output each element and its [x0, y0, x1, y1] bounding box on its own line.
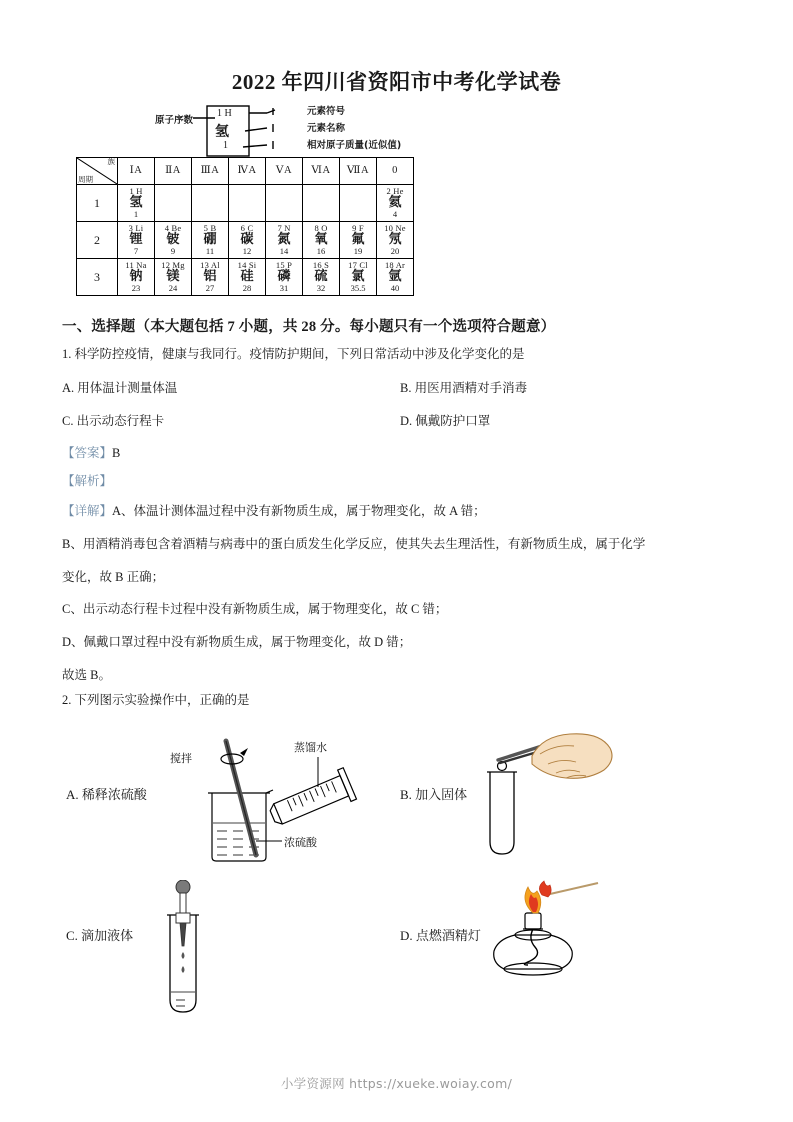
legend-relative-mass-label: 相对原子质量(近似值)	[307, 140, 402, 151]
group-header: 0	[377, 158, 414, 185]
element-cell-o	[303, 222, 340, 259]
element-symbol: 10 Ne	[384, 223, 406, 234]
element-cell-s	[303, 259, 340, 296]
liquid-drop-icon	[182, 966, 185, 973]
element-cell-empty	[155, 185, 192, 222]
element-cell-p	[266, 259, 303, 296]
question-1-detail-line-3: 变化，故 B 正确；	[62, 570, 165, 584]
element-mass: 23	[131, 282, 141, 293]
group-header: ⅤA	[266, 158, 303, 185]
corner-group-label: 族	[107, 157, 115, 166]
element-mass: 16	[316, 245, 326, 256]
question-1-option-b[interactable]: B. 用医用酒精对手消毒	[400, 381, 528, 395]
period-number: 1	[77, 185, 118, 222]
element-mass: 19	[353, 245, 363, 256]
figure-dilute-sulfuric-acid	[170, 735, 370, 865]
element-name: 氮	[277, 232, 291, 248]
element-mass: 20	[390, 245, 400, 256]
element-name: 锂	[129, 232, 143, 248]
question-1-option-d[interactable]: D. 佩戴防护口罩	[400, 414, 491, 428]
element-cell-empty	[266, 185, 303, 222]
element-symbol: 12 Mg	[161, 260, 185, 271]
corner-period-label: 周期	[78, 175, 93, 185]
element-name: 氯	[351, 269, 365, 285]
element-box-legend	[155, 104, 455, 160]
element-cell-si	[229, 259, 266, 296]
question-2-option-c-label[interactable]: C. 滴加液体	[66, 928, 134, 943]
periodic-table-body	[77, 158, 414, 296]
stirring-rod-icon	[226, 741, 256, 855]
element-mass: 32	[316, 282, 326, 293]
element-name: 碳	[240, 232, 254, 248]
element-name: 铍	[166, 232, 180, 248]
question-2-option-d-label[interactable]: D. 点燃酒精灯	[400, 928, 481, 943]
element-cell-cl	[340, 259, 377, 296]
table-row	[77, 259, 414, 296]
element-cell-na	[118, 259, 155, 296]
element-cell-empty	[303, 185, 340, 222]
question-1-detail-line-2: B、用酒精消毒包含着酒精与病毒中的蛋白质发生化学反应，使其失去生理活性，有新物质生成，属于化学	[62, 537, 646, 551]
element-mass: 14	[279, 245, 289, 256]
element-cell-he	[377, 185, 414, 222]
footer-watermark: 小学资源网 https://xueke.woiay.com/	[280, 1076, 513, 1091]
period-number: 3	[77, 259, 118, 296]
alcohol-lamp-icon	[494, 913, 573, 975]
element-name: 氟	[351, 232, 365, 248]
element-cell-empty	[192, 185, 229, 222]
element-cell-b	[192, 222, 229, 259]
element-mass: 27	[205, 282, 215, 293]
element-cell-f	[340, 222, 377, 259]
question-1-detail-line-4: C、出示动态行程卡过程中没有新物质生成，属于物理变化，故 C 错；	[62, 602, 448, 616]
question-2-stem: 2. 下列图示实验操作中，正确的是	[62, 693, 250, 707]
element-symbol: 2 He	[386, 186, 404, 197]
question-1-stem: 1. 科学防控疫情，健康与我同行。疫情防护期间，下列日常活动中涉及化学变化的是	[62, 347, 525, 361]
element-name: 磷	[277, 269, 291, 285]
element-symbol: 7 N	[277, 223, 291, 234]
figure-a-concentrated-acid-label: 浓硫酸	[284, 836, 317, 849]
table-row	[77, 185, 414, 222]
element-cell-mg	[155, 259, 192, 296]
element-name: 硼	[203, 232, 217, 248]
periodic-table-header-row	[77, 158, 414, 185]
element-name: 氖	[388, 232, 402, 248]
match-icon	[539, 881, 598, 897]
question-1-answer-line	[62, 445, 120, 461]
element-name: 铝	[203, 269, 217, 285]
element-cell-empty	[340, 185, 377, 222]
answer-label: 【答案】	[62, 446, 113, 460]
element-cell-ar	[377, 259, 414, 296]
legend-element-name-label: 元素名称	[307, 123, 346, 134]
element-cell-li	[118, 222, 155, 259]
element-name: 氦	[388, 195, 402, 211]
element-symbol: 3 Li	[128, 223, 144, 234]
element-cell-ne	[377, 222, 414, 259]
detail-text: A、体温计测体温过程中没有新物质生成，属于物理变化，故 A 错；	[112, 504, 486, 518]
element-symbol: 11 Na	[125, 260, 147, 271]
element-cell-empty	[229, 185, 266, 222]
question-1-option-c[interactable]: C. 出示动态行程卡	[62, 414, 165, 428]
question-1-detail-line-6: 故选 B。	[62, 668, 111, 682]
element-name: 硅	[240, 269, 254, 285]
question-1-detail-line-5: D、佩戴口罩过程中没有新物质生成，属于物理变化，故 D 错；	[62, 635, 412, 649]
element-cell-n	[266, 222, 303, 259]
section-heading: 一、选择题（本大题包括 7 小题，共 28 分。每小题只有一个选项符合题意）	[62, 319, 556, 335]
element-mass: 31	[279, 282, 289, 293]
element-name: 氢	[129, 195, 143, 211]
element-symbol: 16 S	[312, 260, 330, 271]
element-mass: 12	[242, 245, 252, 256]
element-symbol: 18 Ar	[384, 260, 406, 271]
element-mass: 4	[392, 208, 398, 219]
element-cell-al	[192, 259, 229, 296]
legend-leader-lines	[155, 104, 455, 160]
element-symbol: 1 H	[129, 186, 143, 197]
element-symbol: 17 Cl	[348, 260, 368, 271]
analysis-label: 【解析】	[62, 474, 113, 488]
element-mass: 40	[390, 282, 400, 293]
element-cell-c	[229, 222, 266, 259]
figure-add-liquid	[140, 880, 250, 1020]
period-number: 2	[77, 222, 118, 259]
group-header: ⅡA	[155, 158, 192, 185]
element-symbol: 6 C	[240, 223, 254, 234]
element-symbol: 4 Be	[164, 223, 182, 234]
legend-element-symbol-label: 元素符号	[307, 106, 346, 117]
element-mass: 28	[242, 282, 252, 293]
element-mass: 24	[168, 282, 178, 293]
group-header: ⅦA	[340, 158, 377, 185]
legend-sample-mass: 1	[223, 140, 228, 151]
liquid-drop-icon	[182, 952, 185, 959]
test-tube-icon	[487, 772, 517, 854]
element-symbol: 14 Si	[237, 260, 257, 271]
element-symbol: 15 P	[275, 260, 293, 271]
question-1-option-a[interactable]: A. 用体温计测量体温	[62, 381, 178, 395]
figure-light-alcohol-lamp	[480, 875, 640, 1015]
question-2-option-a-label[interactable]: A. 稀释浓硫酸	[66, 787, 147, 802]
dropper-icon	[176, 880, 190, 946]
question-1-detail-line-1	[62, 503, 486, 519]
figure-a-distilled-water-label: 蒸馏水	[294, 741, 327, 754]
element-cell-h	[118, 185, 155, 222]
hand-icon	[532, 734, 612, 779]
periodic-table-grid	[76, 157, 414, 296]
figure-a-stir-label: 搅拌	[170, 752, 192, 765]
legend-sample-symbol: 1 H	[217, 108, 232, 119]
figure-add-solid	[470, 730, 640, 865]
question-2-option-b-label[interactable]: B. 加入固体	[400, 787, 468, 802]
page-title: 2022 年四川省资阳市中考化学试卷	[231, 70, 562, 94]
element-mass: 9	[170, 245, 176, 256]
table-corner-cell	[77, 158, 118, 185]
element-name: 氧	[314, 232, 328, 248]
element-cell-be	[155, 222, 192, 259]
legend-sample-name: 氢	[215, 125, 229, 140]
element-symbol: 13 Al	[200, 260, 220, 271]
element-name: 氩	[388, 269, 402, 285]
element-name: 镁	[166, 269, 180, 285]
detail-label: 【详解】	[62, 504, 113, 518]
legend-atomic-number-label: 原子序数	[155, 115, 194, 126]
element-symbol: 8 O	[314, 223, 328, 234]
table-row	[77, 222, 414, 259]
group-header: ⅥA	[303, 158, 340, 185]
element-mass: 7	[133, 245, 139, 256]
element-mass: 1	[133, 208, 139, 219]
element-mass: 11	[205, 245, 215, 256]
element-name: 钠	[129, 269, 143, 285]
element-symbol: 9 F	[352, 223, 364, 234]
graduated-cylinder-icon	[266, 768, 357, 832]
flame-icon	[525, 887, 541, 913]
element-mass: 35.5	[350, 282, 366, 293]
group-header: ⅢA	[192, 158, 229, 185]
group-header: ⅠA	[118, 158, 155, 185]
periodic-table	[76, 157, 414, 296]
group-header: ⅣA	[229, 158, 266, 185]
element-name: 硫	[314, 269, 328, 285]
answer-value: B	[112, 446, 121, 460]
element-symbol: 5 B	[203, 223, 217, 234]
